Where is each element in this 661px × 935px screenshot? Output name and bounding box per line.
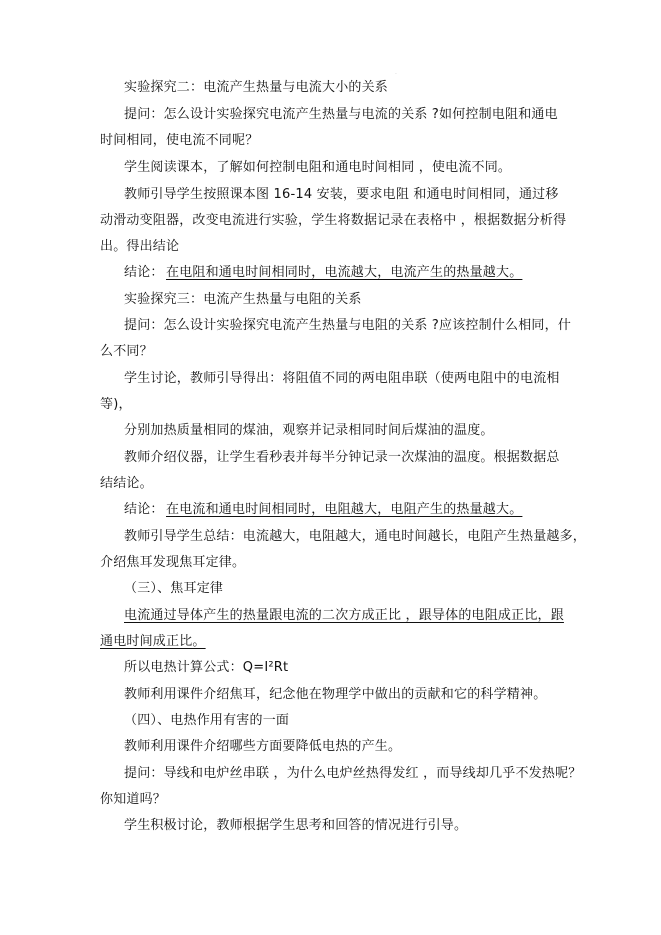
- paragraph-summary: 教师引导学生总结：电流越大，电阻越大，通电时间越长，电阻产生热量越多，: [124, 529, 587, 544]
- paragraph-final-discussion: 学生积极讨论，教师根据学生思考和回答的情况进行引导。: [124, 818, 468, 833]
- paragraph-question-1-cont: 时间相同，使电流不同呢？: [100, 133, 259, 148]
- conclusion-label-1: 结论：: [124, 265, 164, 280]
- paragraph-discussion-cont: 等)，: [100, 397, 132, 412]
- joule-law-statement: 电流通过导体产生的热量跟电流的二次方成正比 ，跟导体的电阻成正比，跟: [124, 608, 564, 623]
- paragraph-question-1: 提问：怎么设计实验探究电流产生热量与电流的关系 ?如何控制电阻和通电: [124, 107, 558, 122]
- joule-law-statement-cont: 通电时间成正比。: [100, 634, 206, 649]
- paragraph-heating: 分别加热质量相同的煤油，观察并记录相同时间后煤油的温度。: [124, 423, 494, 438]
- heading-experiment-three: 实验探究三：电流产生热量与电阻的关系: [124, 292, 362, 307]
- paragraph-question-2-cont: 么不同？: [100, 344, 153, 359]
- paragraph-summary-cont: 介绍焦耳发现焦耳定律。: [100, 555, 246, 570]
- heading-joule-law: （三）、焦耳定律: [124, 581, 224, 596]
- paragraph-teacher-guide-1-cont: 动滑动变阻器，改变电流进行实验，学生将数据记录在表格中 ，根据数据分析得: [100, 213, 567, 228]
- heat-formula: 所以电热计算公式：Q=I²Rt: [124, 660, 289, 675]
- heading-harmful-side: （四）、电热作用有害的一面: [124, 713, 290, 728]
- paragraph-question-2: 提问：怎么设计实验探究电流产生热量与电阻的关系 ?应该控制什么相同，什: [124, 318, 572, 333]
- conclusion-text-1: 在电阻和通电时间相同时，电流越大，电流产生的热量越大。: [166, 265, 523, 280]
- paragraph-instruments-cont: 结结论。: [100, 476, 153, 491]
- paragraph-discussion: 学生讨论，教师引导得出：将阻值不同的两电阻串联（使两电阻中的电流相: [124, 371, 560, 386]
- conclusion-text-2: 在电流和通电时间相同时，电阻越大，电阻产生的热量越大。: [166, 502, 523, 517]
- paragraph-question-3: 提问：导线和电炉丝串联 ，为什么电炉丝热得发红 ，而导线却几乎不发热呢？: [124, 766, 582, 781]
- paragraph-joule-intro: 教师利用课件介绍焦耳，纪念他在物理学中做出的贡献和它的科学精神。: [124, 687, 547, 702]
- paragraph-teacher-guide-1-end: 出。得出结论: [100, 239, 180, 254]
- heading-experiment-two: 实验探究二：电流产生热量与电流大小的关系: [124, 80, 389, 95]
- conclusion-label-2: 结论：: [124, 502, 164, 517]
- decorative-mark: ·: [395, 71, 397, 78]
- paragraph-question-3-cont: 你知道吗？: [100, 792, 167, 807]
- paragraph-student-reading: 学生阅读课本，了解如何控制电阻和通电时间相同 ，使电流不同。: [124, 160, 512, 175]
- paragraph-teacher-guide-1: 教师引导学生按照课本图 16-14 安装，要求电阻 和通电时间相同，通过移: [124, 187, 559, 202]
- paragraph-reduce-heat: 教师利用课件介绍哪些方面要降低电热的产生。: [124, 739, 402, 754]
- paragraph-instruments: 教师介绍仪器，让学生看秒表并每半分钟记录一次煤油的温度。根据数据总: [124, 450, 560, 465]
